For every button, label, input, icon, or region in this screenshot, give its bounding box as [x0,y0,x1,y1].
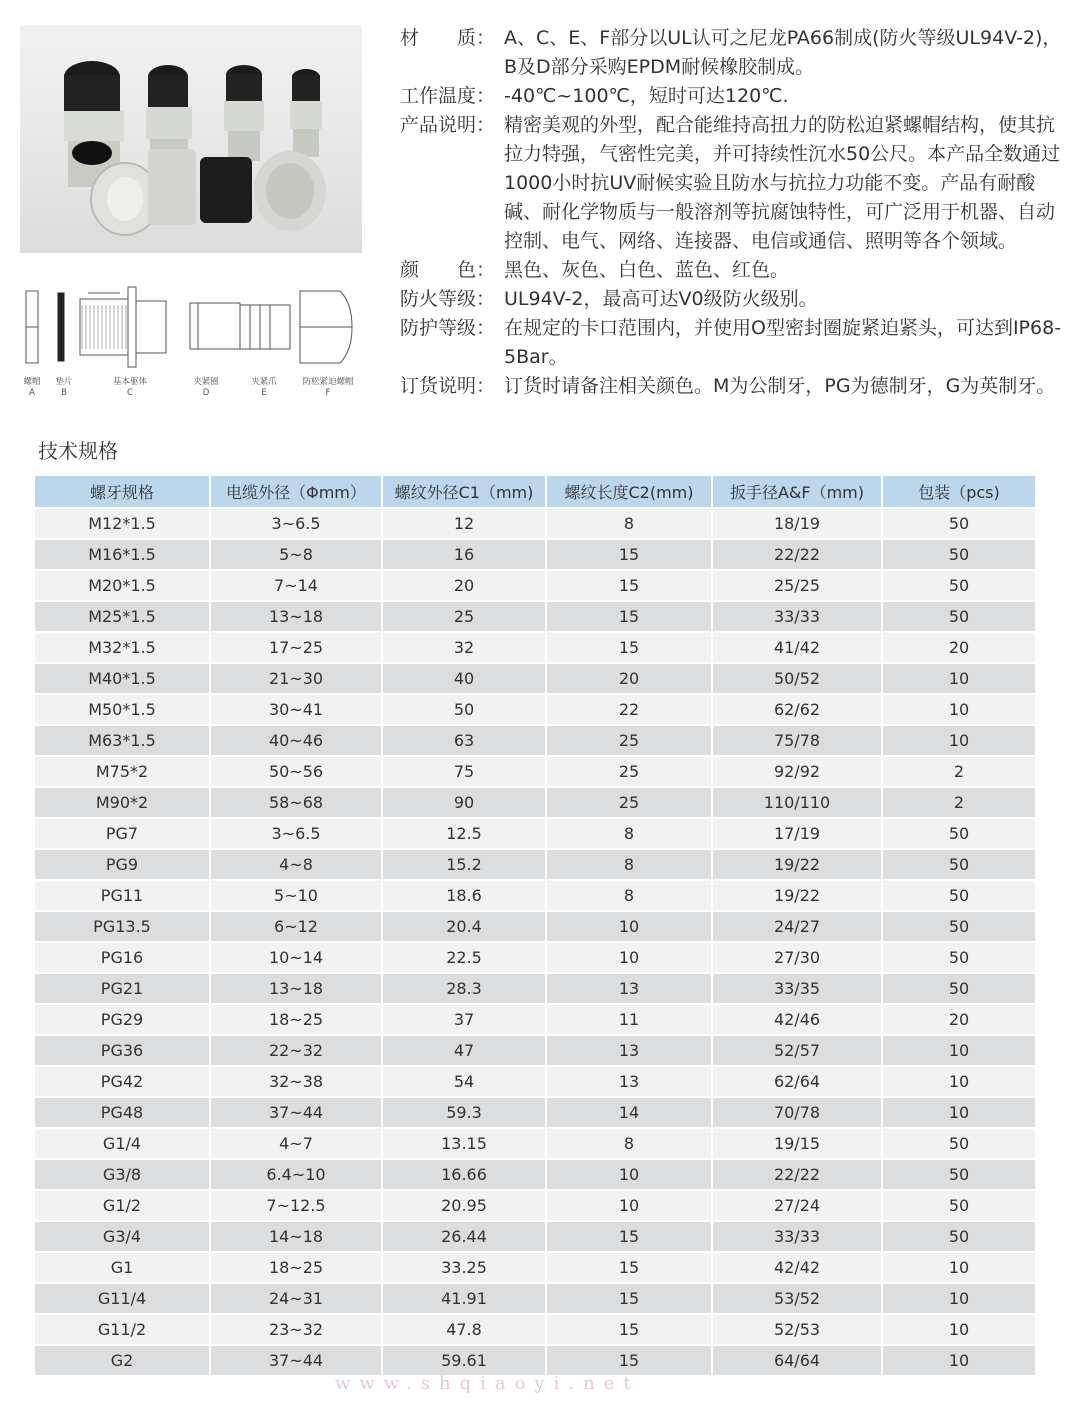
table-cell: 15 [546,1252,712,1283]
table-cell: 50 [882,1159,1035,1190]
table-cell: 22/22 [712,1159,882,1190]
part-label-f: 防松紧迫螺帽 F [302,377,354,398]
table-row [35,1314,1035,1345]
table-cell: 41/42 [712,632,882,663]
table-cell: 15 [546,539,712,570]
table-cell: PG7 [35,818,210,849]
part-label-c: 基本躯体 C [112,377,147,398]
table-cell: 64/64 [712,1345,882,1375]
table-row [35,725,1035,756]
table-cell: 10 [882,1314,1035,1345]
table-cell: 10 [882,694,1035,725]
table-cell: G11/4 [35,1283,210,1314]
table-cell: 32 [382,632,546,663]
table-row [35,942,1035,973]
table-row [35,1035,1035,1066]
table-cell: 5~8 [210,539,382,570]
table-cell: 33/33 [712,601,882,632]
table-cell: 14 [546,1097,712,1128]
table-cell: 17/19 [712,818,882,849]
table-cell: PG21 [35,973,210,1004]
table-cell: 13~18 [210,973,382,1004]
table-cell: G1/4 [35,1128,210,1159]
table-cell: 50/52 [712,663,882,694]
table-cell: 37~44 [210,1097,382,1128]
table-row [35,663,1035,694]
table-cell: 41.91 [382,1283,546,1314]
table-cell: 13 [546,1035,712,1066]
table-cell: 5~10 [210,880,382,911]
desc-ordering-notes: 订货说明： 订货时请备注相关颜色。M为公制牙，PG为德制牙，G为英制牙。 [400,375,1056,397]
table-cell: 62/64 [712,1066,882,1097]
table-cell: 2 [882,787,1035,818]
table-cell: 25 [382,601,546,632]
table-cell: 32~38 [210,1066,382,1097]
product-description [400,24,1065,401]
table-cell: 52/53 [712,1314,882,1345]
table-cell: 50 [882,1221,1035,1252]
table-cell: M90*2 [35,787,210,818]
table-cell: 19/22 [712,880,882,911]
table-cell: 10 [546,942,712,973]
table-cell: 10 [882,1252,1035,1283]
table-cell: 33/35 [712,973,882,1004]
table-cell: 17~25 [210,632,382,663]
table-cell: 53/52 [712,1283,882,1314]
table-cell: 8 [546,880,712,911]
watermark: www.shqiaoyi.net [335,1373,640,1394]
table-cell: M40*1.5 [35,663,210,694]
table-row [35,1252,1035,1283]
table-cell: 33/33 [712,1221,882,1252]
table-cell: 50 [882,1190,1035,1221]
table-cell: 70/78 [712,1097,882,1128]
table-row [35,1345,1035,1375]
table-cell: 37 [382,1004,546,1035]
table-row [35,1283,1035,1314]
table-cell: 19/15 [712,1128,882,1159]
table-header-row [35,476,1035,508]
table-cell: G3/8 [35,1159,210,1190]
table-cell: PG42 [35,1066,210,1097]
table-header-cell: 螺牙规格 [35,476,210,508]
desc-temperature: 工作温度： -40℃~100℃，短时可达120℃. [400,85,789,107]
table-cell: PG9 [35,849,210,880]
table-cell: 25 [546,725,712,756]
table-row [35,1159,1035,1190]
table-cell: 15 [546,570,712,601]
table-header-cell: 电缆外径（Φmm） [210,476,382,508]
table-cell: 50 [382,694,546,725]
table-cell: 50 [882,911,1035,942]
table-cell: 52/57 [712,1035,882,1066]
table-cell: 62/62 [712,694,882,725]
desc-colors: 颜 色： 黑色、灰色、白色、蓝色、红色。 [400,259,790,281]
spec-table [35,476,1035,1375]
table-cell: 40 [382,663,546,694]
part-label-d: 夹紧圈 D [193,377,219,398]
table-cell: 18.6 [382,880,546,911]
exploded-drawing [20,283,365,403]
table-cell: 20 [882,1004,1035,1035]
table-cell: G3/4 [35,1221,210,1252]
table-cell: 15 [546,601,712,632]
table-cell: 22.5 [382,942,546,973]
table-cell: 18/19 [712,508,882,539]
table-cell: 47.8 [382,1314,546,1345]
table-cell: 4~7 [210,1128,382,1159]
table-cell: 3~6.5 [210,508,382,539]
table-row [35,508,1035,539]
table-cell: 6.4~10 [210,1159,382,1190]
table-cell: 2 [882,756,1035,787]
table-cell: M75*2 [35,756,210,787]
table-cell: 24~31 [210,1283,382,1314]
table-cell: 50 [882,508,1035,539]
table-cell: 10 [882,1283,1035,1314]
table-cell: 10 [546,1159,712,1190]
table-cell: 37~44 [210,1345,382,1375]
table-cell: 15 [546,1345,712,1375]
desc-product-notes: 产品说明： 精密美观的外型，配合能维持高扭力的防松迫紧螺帽结构，使其抗拉力特强，气密性完美，并可持续性沉水50公尺。本产品全数通过1000小时抗UV耐候实验且防水与抗拉力功能不变。产品有耐酸碱、耐化学物质与一般溶剂等抗腐蚀特性，可广泛用于机器、自动控制、电气、网络、连接器、电信或通信、照明等各个领域。 [400,114,1061,252]
table-cell: 15 [546,1221,712,1252]
cable-gland-photo-icon [20,25,362,253]
table-cell: 19/22 [712,849,882,880]
table-cell: 22 [546,694,712,725]
table-cell: 8 [546,818,712,849]
table-cell: 13.15 [382,1128,546,1159]
table-cell: M32*1.5 [35,632,210,663]
table-cell: 20 [546,663,712,694]
table-cell: 10 [546,1190,712,1221]
table-cell: 23~32 [210,1314,382,1345]
table-cell: 11 [546,1004,712,1035]
table-cell: 14~18 [210,1221,382,1252]
table-cell: 50 [882,601,1035,632]
table-cell: 25 [546,787,712,818]
desc-protection-rating: 防护等级： 在规定的卡口范围内，并使用O型密封圈旋紧迫紧头，可达到IP68-5Bar。 [400,317,1062,368]
table-cell: 6~12 [210,911,382,942]
table-cell: 110/110 [712,787,882,818]
table-cell: 8 [546,1128,712,1159]
table-cell: 50 [882,539,1035,570]
table-cell: 50~56 [210,756,382,787]
table-row [35,818,1035,849]
table-cell: PG16 [35,942,210,973]
table-cell: 26.44 [382,1221,546,1252]
table-cell: 33.25 [382,1252,546,1283]
table-cell: 21~30 [210,663,382,694]
table-cell: 20 [882,632,1035,663]
table-cell: 50 [882,1128,1035,1159]
table-row [35,849,1035,880]
table-cell: M12*1.5 [35,508,210,539]
table-cell: 7~12.5 [210,1190,382,1221]
table-cell: 10~14 [210,942,382,973]
table-cell: 8 [546,849,712,880]
table-cell: 20.95 [382,1190,546,1221]
table-cell: 30~41 [210,694,382,725]
table-cell: 12.5 [382,818,546,849]
table-cell: M25*1.5 [35,601,210,632]
table-cell: 7~14 [210,570,382,601]
table-cell: 15 [546,1283,712,1314]
table-cell: 47 [382,1035,546,1066]
table-cell: 18~25 [210,1004,382,1035]
table-cell: 50 [882,818,1035,849]
table-cell: 8 [546,508,712,539]
table-cell: 50 [882,570,1035,601]
table-cell: G1/2 [35,1190,210,1221]
table-cell: PG13.5 [35,911,210,942]
table-cell: 27/24 [712,1190,882,1221]
table-row [35,694,1035,725]
table-cell: M16*1.5 [35,539,210,570]
table-cell: M63*1.5 [35,725,210,756]
table-cell: 92/92 [712,756,882,787]
table-cell: 10 [882,1097,1035,1128]
table-cell: 22/22 [712,539,882,570]
table-row [35,1004,1035,1035]
table-header-cell: 扳手径A&F（mm) [712,476,882,508]
table-cell: 25/25 [712,570,882,601]
table-cell: 18~25 [210,1252,382,1283]
table-cell: 28.3 [382,973,546,1004]
table-cell: 50 [882,849,1035,880]
table-cell: 10 [882,725,1035,756]
table-cell: 13 [546,1066,712,1097]
table-cell: 12 [382,508,546,539]
table-row [35,1097,1035,1128]
table-row [35,601,1035,632]
table-cell: PG36 [35,1035,210,1066]
section-title: 技术规格 [38,439,118,463]
table-cell: M20*1.5 [35,570,210,601]
table-cell: 16.66 [382,1159,546,1190]
table-cell: 58~68 [210,787,382,818]
table-cell: 59.3 [382,1097,546,1128]
table-cell: G1 [35,1252,210,1283]
part-label-b: 垫片 B [55,377,73,398]
table-header-cell: 包装（pcs) [882,476,1035,508]
exploded-view-icon [20,283,365,373]
table-cell: 42/46 [712,1004,882,1035]
table-row [35,1221,1035,1252]
table-cell: PG11 [35,880,210,911]
part-label-e: 夹紧爪 E [251,377,277,398]
desc-fire-rating: 防火等级： UL94V-2，最高可达V0级防火级别。 [400,288,818,310]
table-cell: 24/27 [712,911,882,942]
table-cell: 10 [882,1035,1035,1066]
table-cell: 75 [382,756,546,787]
table-cell: 4~8 [210,849,382,880]
table-cell: 25 [546,756,712,787]
table-cell: 20 [382,570,546,601]
product-photo [20,25,362,253]
table-cell: PG48 [35,1097,210,1128]
table-cell: 40~46 [210,725,382,756]
table-row [35,632,1035,663]
table-cell: 54 [382,1066,546,1097]
table-row [35,1190,1035,1221]
table-cell: G11/2 [35,1314,210,1345]
table-cell: 27/30 [712,942,882,973]
table-row [35,880,1035,911]
table-row [35,787,1035,818]
table-header-cell: 螺纹外径C1（mm) [382,476,546,508]
table-cell: 10 [546,911,712,942]
table-row [35,1128,1035,1159]
table-cell: 75/78 [712,725,882,756]
table-cell: M50*1.5 [35,694,210,725]
table-cell: 10 [882,663,1035,694]
table-cell: 15 [546,632,712,663]
table-cell: 15.2 [382,849,546,880]
table-cell: G2 [35,1345,210,1375]
table-cell: 63 [382,725,546,756]
table-cell: 42/42 [712,1252,882,1283]
part-label-a: 螺帽 A [23,377,41,398]
table-cell: PG29 [35,1004,210,1035]
table-cell: 50 [882,942,1035,973]
table-row [35,570,1035,601]
table-cell: 13 [546,973,712,1004]
table-cell: 3~6.5 [210,818,382,849]
desc-material: 材 质： A、C、E、F部分以UL认可之尼龙PA66制成(防火等级UL94V-2)，B及D部分采购EPDM耐候橡胶制成。 [400,27,1062,78]
table-cell: 50 [882,880,1035,911]
table-cell: 22~32 [210,1035,382,1066]
table-cell: 13~18 [210,601,382,632]
table-cell: 15 [546,1314,712,1345]
table-cell: 50 [882,973,1035,1004]
table-cell: 20.4 [382,911,546,942]
table-row [35,756,1035,787]
table-cell: 16 [382,539,546,570]
table-cell: 90 [382,787,546,818]
table-cell: 59.61 [382,1345,546,1375]
table-row [35,1066,1035,1097]
table-cell: 10 [882,1345,1035,1375]
table-row [35,911,1035,942]
table-row [35,973,1035,1004]
table-cell: 10 [882,1066,1035,1097]
table-row [35,539,1035,570]
table-header-cell: 螺纹长度C2(mm) [546,476,712,508]
